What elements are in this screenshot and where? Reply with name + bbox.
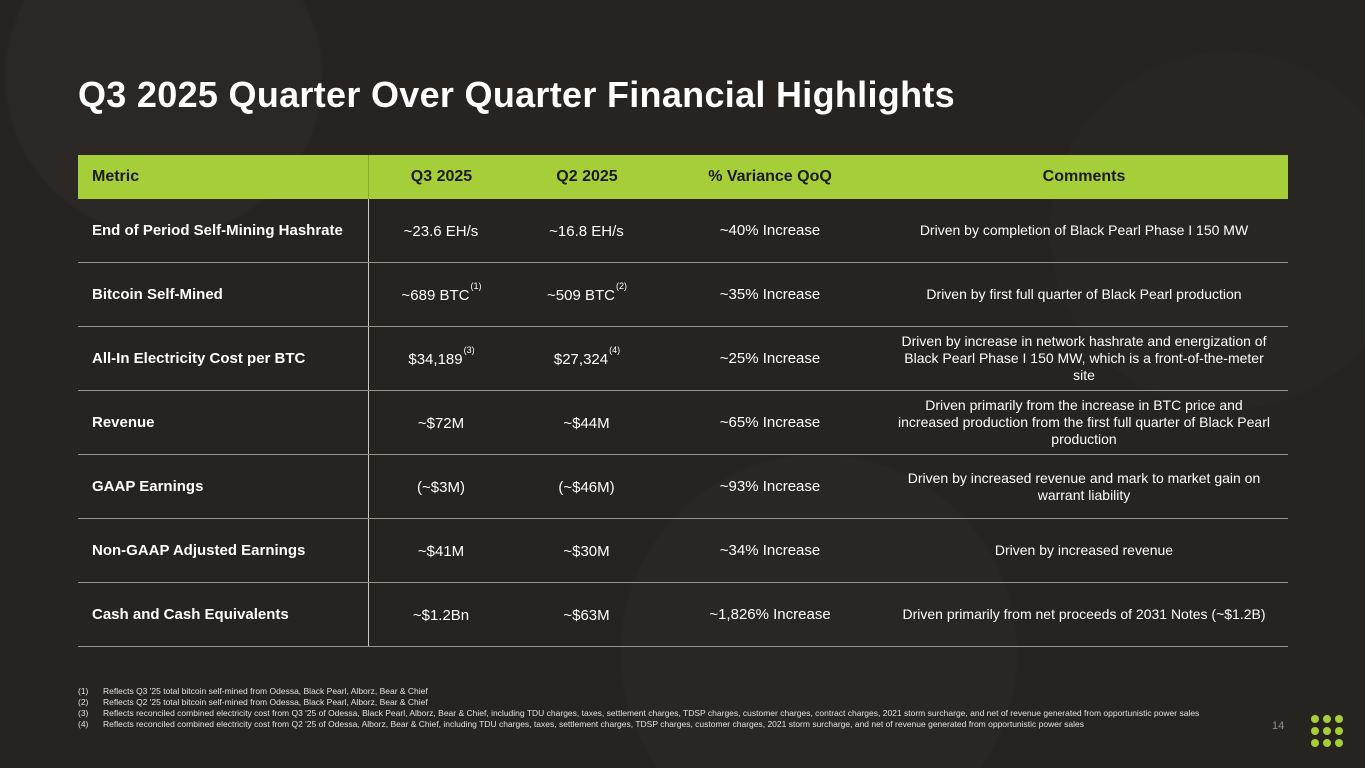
q2-value: (~$46M) [558,478,615,496]
footnote-number: (3) [78,708,89,718]
q2-value: ~16.8 EH/s [549,222,624,240]
table-row-cash-equivalents [78,583,1288,647]
q2-value-cell [514,222,660,240]
q2-footnote-ref: (2) [615,280,627,291]
variance-cell: ~25% Increase [719,350,821,367]
q3-value-cell [369,222,514,240]
metric-cell: Revenue [78,391,369,454]
footnotes [78,686,1218,730]
comments-cell: Driven by first full quarter of Black Pearl production [926,286,1242,302]
q2-value-cell [514,344,660,368]
table-row-bitcoin-self-mined [78,263,1288,327]
q3-value: ~$41M [417,542,465,560]
variance-cell: ~65% Increase [719,414,821,431]
footnote-text: Reflects reconciled combined electricity cost from Q2 '25 of Odessa, Alborz, Bear & Chief, including TDU charges, taxes, settlement charges, TDSP charges, customer charges, 2021 storm surcharge, and net of revenue generated from opportunistic power sales [103,719,1085,729]
logo-dot [1335,715,1343,723]
variance-cell: ~35% Increase [719,286,821,303]
metric-cell: All-In Electricity Cost per BTC [78,327,369,390]
q3-value-cell [369,414,514,432]
logo-dot [1311,715,1319,723]
q3-value: (~$3M) [417,478,465,496]
footnote-text: Reflects Q2 '25 total bitcoin self-mined from Odessa, Black Pearl, Alborz, Bear & Chief [103,697,428,707]
variance-cell: ~34% Increase [719,542,821,559]
metric-cell: Non-GAAP Adjusted Earnings [78,519,369,582]
q2-footnote-ref: (4) [609,344,621,355]
footnote-1 [78,686,1218,697]
cipher-dots-logo-icon [1311,715,1343,747]
q2-value: ~$30M [563,542,610,560]
table-row-hashrate [78,199,1288,263]
q3-value: $34,189 [408,350,463,368]
variance-cell: ~40% Increase [719,222,821,239]
q2-value-cell [514,280,660,304]
q2-value-cell [514,542,660,560]
q3-value-cell [369,344,514,368]
q2-value: ~$63M [563,606,610,624]
comments-cell: Driven by increased revenue [994,542,1174,558]
footnote-number: (2) [78,697,89,707]
q3-value: ~$1.2Bn [412,606,470,624]
comments-cell: Driven primarily from the increase in BTC price and increased production from the first full quarter of Black Pearl production [898,397,1270,447]
logo-dot [1323,739,1331,747]
header-metric: Metric [78,155,369,199]
q2-value: ~509 BTC [547,286,615,304]
logo-dot [1323,715,1331,723]
q3-value: ~689 BTC [401,286,470,304]
q2-value-cell [514,414,660,432]
table-row-revenue [78,391,1288,455]
footnote-number: (1) [78,686,89,696]
table-header-row [78,155,1288,199]
table-row-non-gaap-earnings [78,519,1288,583]
variance-cell: ~1,826% Increase [709,606,831,623]
page-title: Q3 2025 Quarter Over Quarter Financial Highlights [78,74,955,115]
metric-cell: End of Period Self-Mining Hashrate [78,199,369,262]
logo-dot [1311,739,1319,747]
footnote-4 [78,719,1218,730]
q3-value: ~23.6 EH/s [403,222,479,240]
logo-dot [1323,727,1331,735]
header-q2-2025: Q2 2025 [556,168,618,185]
table-row-gaap-earnings [78,455,1288,519]
q2-value-cell [514,478,660,496]
q3-value-cell [369,542,514,560]
header-comments: Comments [1042,168,1126,185]
page-number: 14 [1272,720,1285,732]
financial-highlights-table [78,155,1288,647]
q3-value-cell [369,606,514,624]
q3-footnote-ref: (1) [470,280,482,291]
footnote-text: Reflects Q3 '25 total bitcoin self-mined from Odessa, Black Pearl, Alborz, Bear & Chief [103,686,428,696]
q3-value-cell [369,280,514,304]
q3-value-cell [369,478,514,496]
footnote-3 [78,708,1218,719]
q2-value-cell [514,606,660,624]
header-q3-2025: Q3 2025 [410,168,473,185]
comments-cell: Driven by increased revenue and mark to market gain on warrant liability [907,469,1261,503]
q3-value: ~$72M [417,414,465,432]
metric-cell: GAAP Earnings [78,455,369,518]
q2-value: ~$44M [563,414,610,432]
q3-footnote-ref: (3) [463,344,475,355]
logo-dot [1335,739,1343,747]
footnote-number: (4) [78,719,89,729]
footnote-text: Reflects reconciled combined electricity cost from Q3 '25 of Odessa, Black Pearl, Alborz, Bear & Chief, including TDU charges, taxes, settlement charges, TDSP charges, customer charges, contract charges, 2021 storm surcharge, and net of revenue generated from opportunistic power sales [103,708,1200,718]
comments-cell: Driven primarily from net proceeds of 2031 Notes (~$1.2B) [902,606,1266,622]
variance-cell: ~93% Increase [719,478,821,495]
q2-value: $27,324 [553,350,609,368]
logo-dot [1311,727,1319,735]
comments-cell: Driven by completion of Black Pearl Phase I 150 MW [919,222,1249,238]
metric-cell: Cash and Cash Equivalents [78,583,369,646]
footnote-2 [78,697,1218,708]
logo-dot [1335,727,1343,735]
table-row-electricity-cost [78,327,1288,391]
comments-cell: Driven by increase in network hashrate and energization of Black Pearl Phase I 150 MW, which is a front-of-the-meter site [901,333,1267,383]
header-variance-qoq: % Variance QoQ [708,168,832,185]
metric-cell: Bitcoin Self-Mined [78,263,369,326]
